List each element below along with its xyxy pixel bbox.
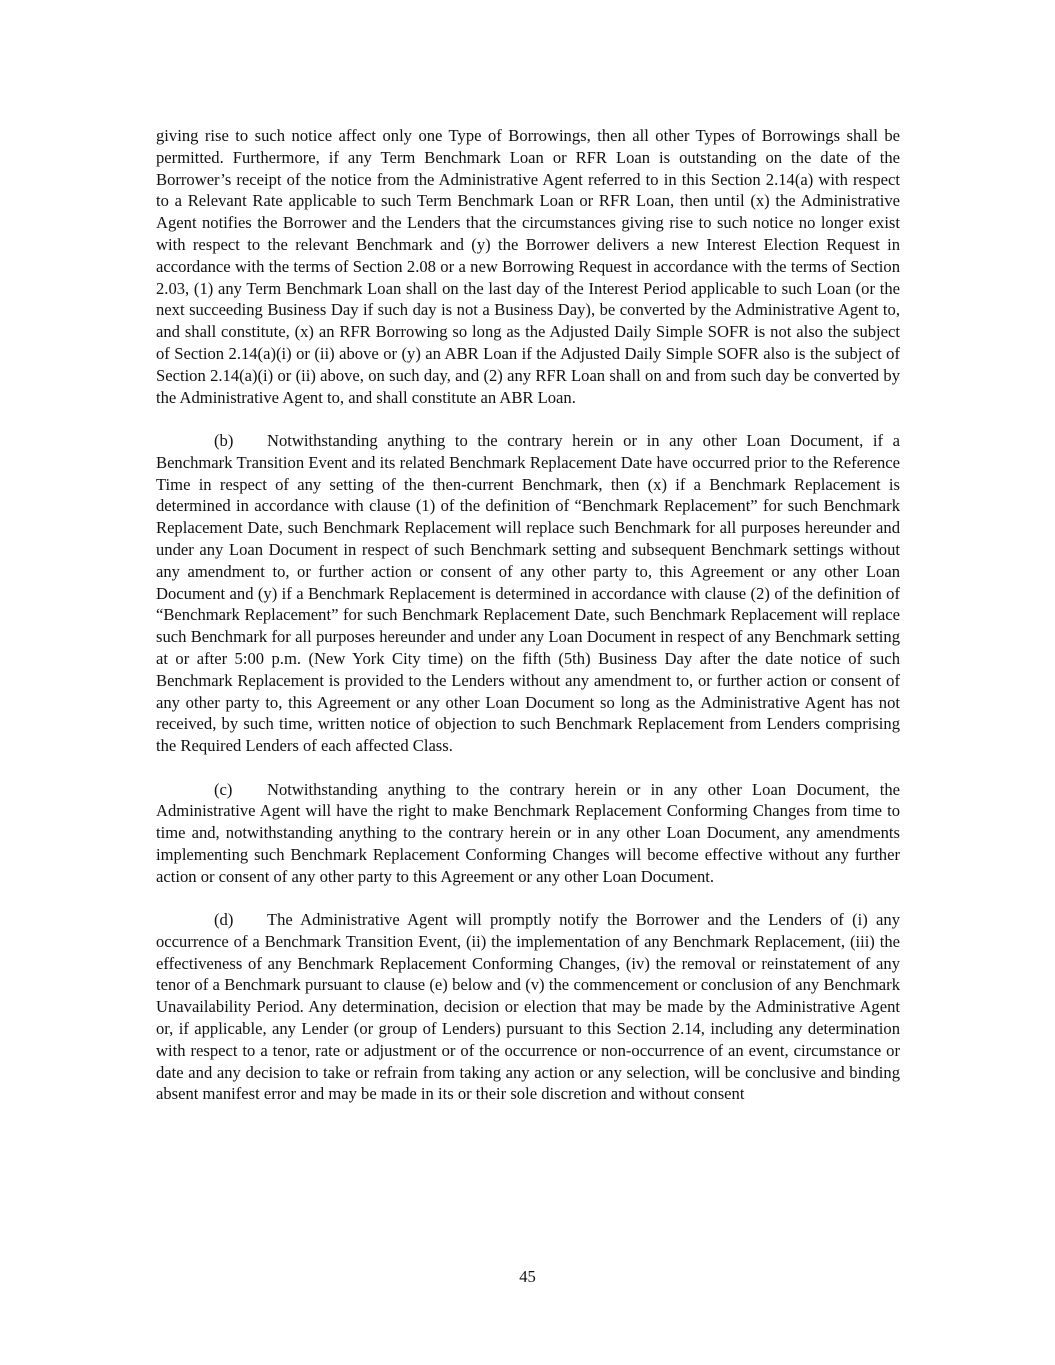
paragraph-c — [156, 779, 900, 888]
paragraph-label: (d) — [214, 910, 234, 930]
paragraph-text: Notwithstanding anything to the contrary herein or in any other Loan Document, if a Benchmark Transition Event and its related Benchmark Replacement Date have occurred prior to the Reference Time in respect of any setting of the then-current Benchmark, then (x) if a Benchmark Replacement is determined in accordance with clause (1) of the definition of “Benchmark Replacement” for such Benchmark Replacement Date, such Benchmark Replacement will replace such Benchmark for all purposes hereunder and under any Loan Document in respect of such Benchmark setting and subsequent Benchmark settings without any amendment to, or further action or consent of any other party to, this Agreement or any other Loan Document and (y) if a Benchmark Replacement is determined in accordance with clause (2) of the definition of “Benchmark Replacement” for such Benchmark Replacement Date, such Benchmark Replacement will replace such Benchmark for all purposes hereunder and under any Loan Document in respect of any Benchmark setting at or after 5:00 p.m. (New York City time) on the fifth (5th) Business Day after the date notice of such Benchmark Replacement is provided to the Lenders without any amendment to, or further action or consent of any other party to, this Agreement or any other Loan Document so long as the Administrative Agent has not received, by such time, written notice of objection to such Benchmark Replacement from Lenders comprising the Required Lenders of each affected Class. — [156, 430, 900, 756]
paragraph-text: Notwithstanding anything to the contrary herein or in any other Loan Document, the Administrative Agent will have the right to make Benchmark Replacement Conforming Changes from time to time and, notwithstanding anything to the contrary herein or in any other Loan Document, any amendments implementing such Benchmark Replacement Conforming Changes will become effective without any further action or consent of any other party to this Agreement or any other Loan Document. — [156, 779, 900, 886]
paragraph-text: The Administrative Agent will promptly notify the Borrower and the Lenders of (i) any occurrence of a Benchmark Transition Event, (ii) the implementation of any Benchmark Replacement, (iii) the effectiveness of any Benchmark Replacement Conforming Changes, (iv) the removal or reinstatement of any tenor of a Benchmark pursuant to clause (e) below and (v) the commencement or conclusion of any Benchmark Unavailability Period. Any determination, decision or election that may be made by the Administrative Agent or, if applicable, any Lender (or group of Lenders) pursuant to this Section 2.14, including any determination with respect to a tenor, rate or adjustment or of the occurrence or non-occurrence of an event, circumstance or date and any decision to take or refrain from taking any action or any selection, will be conclusive and binding absent manifest error and may be made in its or their sole discretion and without consent — [156, 910, 900, 1104]
paragraph-label: (c) — [214, 779, 233, 799]
paragraph-d — [156, 909, 900, 1105]
paragraph-b — [156, 430, 900, 757]
paragraph-text: giving rise to such notice affect only one Type of Borrowings, then all other Types of Borrowings shall be permitted. Furthermore, if any Term Benchmark Loan or RFR Loan is outstanding on the date of the Borrower’s receipt of the notice from the Administrative Agent referred to in this Section 2.14(a) with respect to a Relevant Rate applicable to such Term Benchmark Loan or RFR Loan, then until (x) the Administrative Agent notifies the Borrower and the Lenders that the circumstances giving rise to such notice no longer exist with respect to the relevant Benchmark and (y) the Borrower delivers a new Interest Election Request in accordance with the terms of Section 2.08 or a new Borrowing Request in accordance with the terms of Section 2.03, (1) any Term Benchmark Loan shall on the last day of the Interest Period applicable to such Loan (or the next succeeding Business Day if such day is not a Business Day), be converted by the Administrative Agent to, and shall constitute, (x) an RFR Borrowing so long as the Adjusted Daily Simple SOFR is not also the subject of Section 2.14(a)(i) or (ii) above or (y) an ABR Loan if the Adjusted Daily Simple SOFR also is the subject of Section 2.14(a)(i) or (ii) above, on such day, and (2) any RFR Loan shall on and from such day be converted by the Administrative Agent to, and shall constitute an ABR Loan. — [156, 126, 900, 407]
document-body — [156, 125, 900, 1127]
page-number: 45 — [519, 1267, 536, 1286]
paragraph-a-continuation — [156, 125, 900, 408]
paragraph-label: (b) — [214, 430, 234, 450]
